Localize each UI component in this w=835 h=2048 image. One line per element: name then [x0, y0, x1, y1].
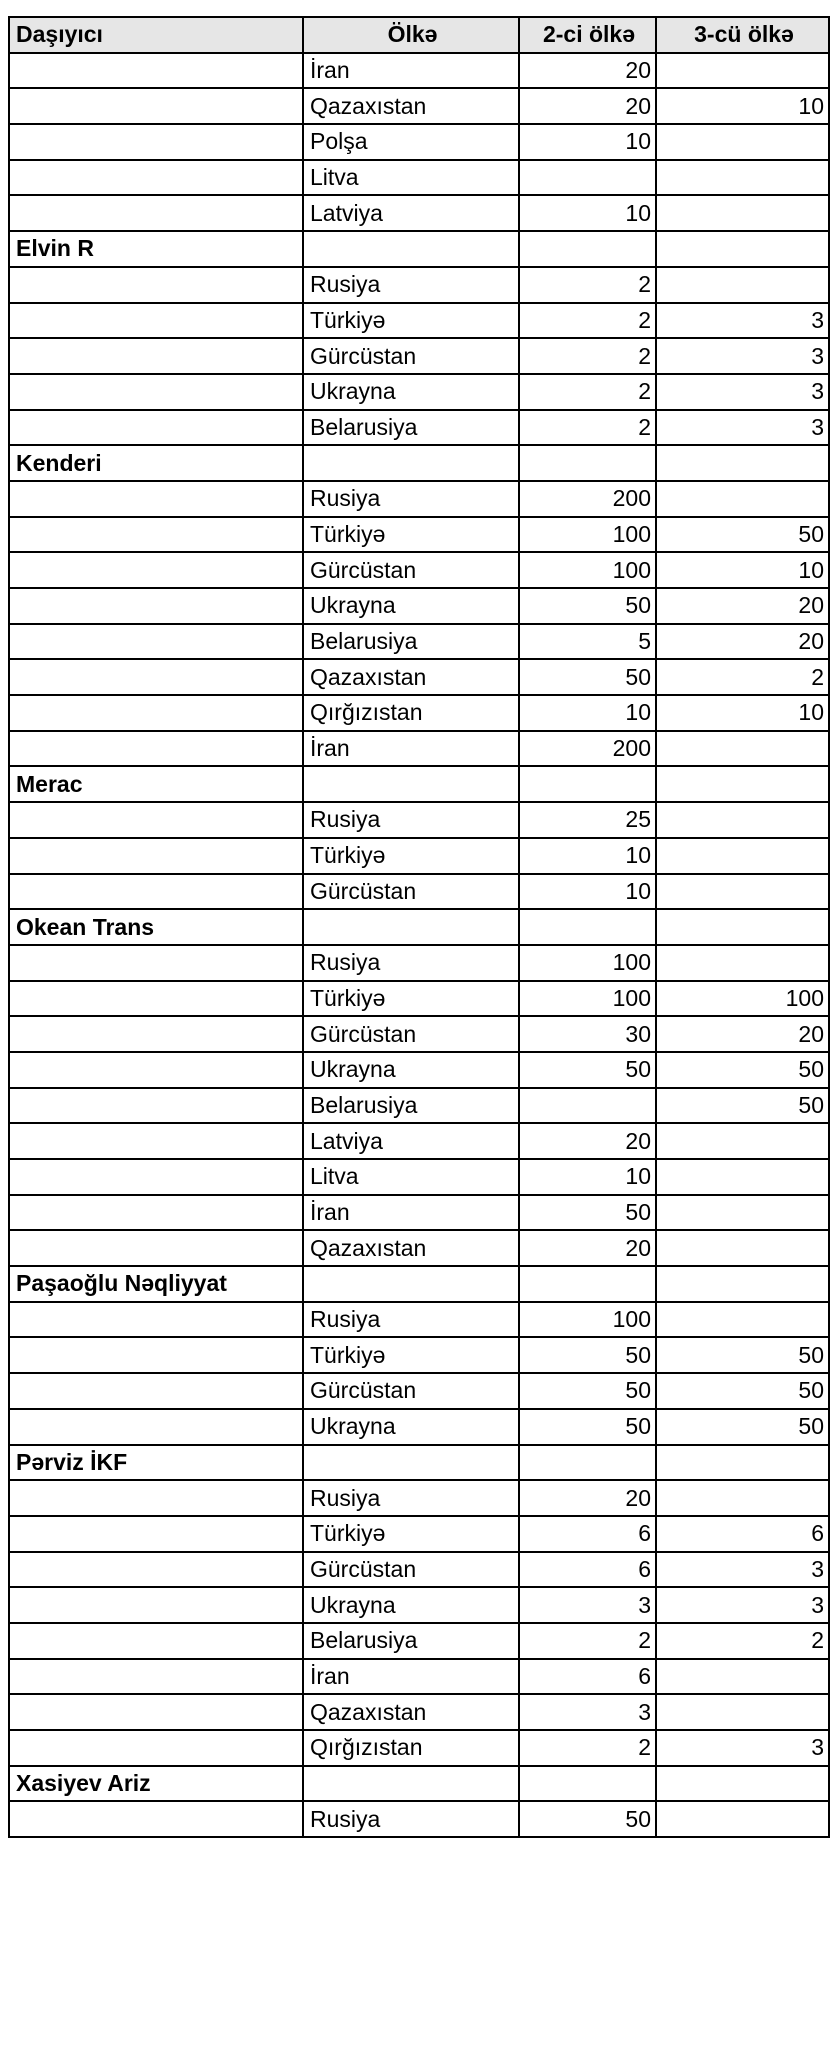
cell-carrier[interactable] — [9, 659, 303, 695]
table-row — [9, 1123, 829, 1159]
cell-third-country[interactable] — [656, 909, 829, 945]
table-row — [9, 1230, 829, 1266]
cell-carrier[interactable] — [9, 1302, 303, 1338]
cell-country[interactable] — [303, 909, 519, 945]
cell-second-country[interactable]: 2 — [519, 374, 656, 410]
cell-country[interactable]: Gürcüstan — [303, 1552, 519, 1588]
table-row — [9, 802, 829, 838]
cell-country[interactable] — [303, 1445, 519, 1481]
carrier-group-row — [9, 445, 829, 481]
cell-third-country[interactable] — [656, 1766, 829, 1802]
cell-third-country[interactable] — [656, 1694, 829, 1730]
cell-carrier[interactable] — [9, 481, 303, 517]
table-row — [9, 1195, 829, 1231]
table-row — [9, 1516, 829, 1552]
cell-third-country[interactable]: 2 — [656, 659, 829, 695]
cell-third-country[interactable] — [656, 1801, 829, 1837]
cell-carrier[interactable]: Kenderi — [9, 445, 303, 481]
table-row — [9, 838, 829, 874]
cell-third-country[interactable]: 20 — [656, 624, 829, 660]
cell-third-country[interactable] — [656, 874, 829, 910]
cell-country[interactable]: Qazaxıstan — [303, 659, 519, 695]
cell-second-country[interactable]: 3 — [519, 1694, 656, 1730]
cell-third-country[interactable] — [656, 802, 829, 838]
cell-second-country[interactable]: 200 — [519, 731, 656, 767]
cell-country[interactable]: İran — [303, 1195, 519, 1231]
cell-carrier[interactable] — [9, 267, 303, 303]
cell-carrier[interactable] — [9, 695, 303, 731]
cell-third-country[interactable] — [656, 267, 829, 303]
cell-second-country[interactable]: 50 — [519, 659, 656, 695]
cell-second-country[interactable]: 10 — [519, 195, 656, 231]
cell-third-country[interactable]: 3 — [656, 338, 829, 374]
cell-country[interactable]: Türkiyə — [303, 1337, 519, 1373]
cell-country[interactable]: Qırğızıstan — [303, 1730, 519, 1766]
cell-country[interactable] — [303, 1266, 519, 1302]
table-row — [9, 517, 829, 553]
cell-third-country[interactable] — [656, 731, 829, 767]
table-row — [9, 1409, 829, 1445]
cell-carrier[interactable] — [9, 124, 303, 160]
table-row — [9, 981, 829, 1017]
table-row — [9, 1659, 829, 1695]
cell-second-country[interactable] — [519, 445, 656, 481]
cell-third-country[interactable]: 50 — [656, 517, 829, 553]
cell-country[interactable]: Türkiyə — [303, 303, 519, 339]
cell-country[interactable]: Qazaxıstan — [303, 1230, 519, 1266]
cell-third-country[interactable]: 50 — [656, 1088, 829, 1124]
cell-country[interactable]: İran — [303, 731, 519, 767]
cell-third-country[interactable]: 3 — [656, 1730, 829, 1766]
cell-country[interactable]: Rusiya — [303, 267, 519, 303]
cell-second-country[interactable]: 5 — [519, 624, 656, 660]
cell-country[interactable]: Belarusiya — [303, 624, 519, 660]
table-row — [9, 1801, 829, 1837]
table-row — [9, 1088, 829, 1124]
cell-second-country[interactable]: 10 — [519, 1159, 656, 1195]
cell-second-country[interactable]: 20 — [519, 88, 656, 124]
cell-carrier[interactable] — [9, 731, 303, 767]
cell-second-country[interactable]: 3 — [519, 1587, 656, 1623]
cell-second-country[interactable]: 100 — [519, 981, 656, 1017]
cell-country[interactable]: Qazaxıstan — [303, 1694, 519, 1730]
cell-carrier[interactable]: Elvin R — [9, 231, 303, 267]
cell-carrier[interactable] — [9, 624, 303, 660]
table-row — [9, 624, 829, 660]
carrier-group-row — [9, 231, 829, 267]
cell-carrier[interactable] — [9, 410, 303, 446]
table-row — [9, 481, 829, 517]
cell-country[interactable] — [303, 231, 519, 267]
cell-third-country[interactable]: 10 — [656, 552, 829, 588]
cell-third-country[interactable] — [656, 1159, 829, 1195]
cell-second-country[interactable]: 10 — [519, 124, 656, 160]
table-row — [9, 195, 829, 231]
table-row — [9, 945, 829, 981]
cell-second-country[interactable]: 20 — [519, 1123, 656, 1159]
cell-carrier[interactable] — [9, 1659, 303, 1695]
cell-third-country[interactable] — [656, 53, 829, 89]
cell-country[interactable]: Latviya — [303, 195, 519, 231]
cell-carrier[interactable] — [9, 1088, 303, 1124]
table-body — [9, 53, 829, 1837]
table-row — [9, 1016, 829, 1052]
cell-second-country[interactable]: 50 — [519, 588, 656, 624]
cell-third-country[interactable]: 50 — [656, 1052, 829, 1088]
cell-carrier[interactable] — [9, 517, 303, 553]
cell-second-country[interactable]: 6 — [519, 1659, 656, 1695]
cell-third-country[interactable]: 2 — [656, 1623, 829, 1659]
cell-third-country[interactable] — [656, 481, 829, 517]
carrier-group-row — [9, 909, 829, 945]
cell-third-country[interactable] — [656, 1659, 829, 1695]
cell-third-country[interactable]: 3 — [656, 1552, 829, 1588]
table-row — [9, 338, 829, 374]
cell-third-country[interactable]: 50 — [656, 1337, 829, 1373]
cell-third-country[interactable]: 20 — [656, 588, 829, 624]
cell-third-country[interactable] — [656, 1302, 829, 1338]
table-row — [9, 552, 829, 588]
cell-carrier[interactable] — [9, 1373, 303, 1409]
cell-third-country[interactable] — [656, 1445, 829, 1481]
cell-carrier[interactable] — [9, 874, 303, 910]
cell-third-country[interactable] — [656, 445, 829, 481]
cell-carrier[interactable] — [9, 1516, 303, 1552]
cell-country[interactable]: Türkiyə — [303, 838, 519, 874]
cell-second-country[interactable] — [519, 1088, 656, 1124]
cell-carrier[interactable] — [9, 1587, 303, 1623]
cell-carrier[interactable] — [9, 88, 303, 124]
cell-carrier[interactable]: Xasiyev Ariz — [9, 1766, 303, 1802]
cell-country[interactable]: İran — [303, 1659, 519, 1695]
table-row — [9, 1730, 829, 1766]
column-header-carrier[interactable]: Daşıyıcı — [9, 17, 303, 53]
cell-carrier[interactable] — [9, 1694, 303, 1730]
cell-second-country[interactable]: 200 — [519, 481, 656, 517]
cell-carrier[interactable] — [9, 1337, 303, 1373]
cell-carrier[interactable] — [9, 1123, 303, 1159]
cell-second-country[interactable]: 2 — [519, 267, 656, 303]
cell-third-country[interactable]: 100 — [656, 981, 829, 1017]
table-row — [9, 1552, 829, 1588]
cell-country[interactable]: Türkiyə — [303, 981, 519, 1017]
table-row — [9, 53, 829, 89]
cell-country[interactable]: Belarusiya — [303, 1623, 519, 1659]
cell-country[interactable]: Belarusiya — [303, 410, 519, 446]
cell-carrier[interactable] — [9, 981, 303, 1017]
cell-second-country[interactable] — [519, 1445, 656, 1481]
table-row — [9, 695, 829, 731]
cell-second-country[interactable]: 20 — [519, 53, 656, 89]
cell-second-country[interactable] — [519, 160, 656, 196]
cell-carrier[interactable]: Paşaoğlu Nəqliyyat — [9, 1266, 303, 1302]
table-row — [9, 303, 829, 339]
cell-country[interactable]: Ukrayna — [303, 374, 519, 410]
table-row — [9, 1052, 829, 1088]
cell-second-country[interactable] — [519, 1766, 656, 1802]
cell-country[interactable]: Qırğızıstan — [303, 695, 519, 731]
cell-carrier[interactable]: Pərviz İKF — [9, 1445, 303, 1481]
cell-country[interactable]: Ukrayna — [303, 1587, 519, 1623]
table-row — [9, 659, 829, 695]
cell-third-country[interactable] — [656, 160, 829, 196]
cell-carrier[interactable] — [9, 160, 303, 196]
cell-carrier[interactable] — [9, 838, 303, 874]
cell-third-country[interactable] — [656, 124, 829, 160]
table-row — [9, 410, 829, 446]
cell-third-country[interactable]: 3 — [656, 410, 829, 446]
cell-carrier[interactable] — [9, 195, 303, 231]
cell-carrier[interactable] — [9, 53, 303, 89]
cell-country[interactable] — [303, 766, 519, 802]
cell-second-country[interactable]: 6 — [519, 1516, 656, 1552]
table-row — [9, 588, 829, 624]
column-header-country[interactable]: Ölkə — [303, 17, 519, 53]
table-row — [9, 1480, 829, 1516]
cell-country[interactable]: Latviya — [303, 1123, 519, 1159]
cell-country[interactable]: Rusiya — [303, 1302, 519, 1338]
carrier-group-row — [9, 1766, 829, 1802]
cell-carrier[interactable] — [9, 1409, 303, 1445]
cell-carrier[interactable] — [9, 945, 303, 981]
cell-country[interactable]: Rusiya — [303, 945, 519, 981]
cell-country[interactable]: Ukrayna — [303, 1052, 519, 1088]
table-row — [9, 1623, 829, 1659]
cell-second-country[interactable]: 20 — [519, 1230, 656, 1266]
cell-country[interactable]: Ukrayna — [303, 588, 519, 624]
cell-carrier[interactable] — [9, 1480, 303, 1516]
cell-third-country[interactable] — [656, 1480, 829, 1516]
cell-third-country[interactable] — [656, 1230, 829, 1266]
cell-country[interactable] — [303, 445, 519, 481]
cell-second-country[interactable]: 2 — [519, 1730, 656, 1766]
cell-carrier[interactable]: Merac — [9, 766, 303, 802]
cell-carrier[interactable] — [9, 1052, 303, 1088]
cell-country[interactable]: Rusiya — [303, 1801, 519, 1837]
cell-second-country[interactable] — [519, 231, 656, 267]
cell-third-country[interactable] — [656, 1266, 829, 1302]
carrier-country-table — [8, 16, 830, 1838]
cell-country[interactable]: Gürcüstan — [303, 1373, 519, 1409]
cell-third-country[interactable] — [656, 1195, 829, 1231]
cell-second-country[interactable] — [519, 766, 656, 802]
cell-country[interactable]: Gürcüstan — [303, 338, 519, 374]
cell-carrier[interactable] — [9, 552, 303, 588]
cell-country[interactable]: Gürcüstan — [303, 552, 519, 588]
cell-second-country[interactable]: 10 — [519, 874, 656, 910]
cell-country[interactable]: Qazaxıstan — [303, 88, 519, 124]
cell-third-country[interactable] — [656, 838, 829, 874]
cell-second-country[interactable]: 50 — [519, 1195, 656, 1231]
cell-country[interactable]: Gürcüstan — [303, 1016, 519, 1052]
table-row — [9, 1373, 829, 1409]
cell-second-country[interactable]: 50 — [519, 1337, 656, 1373]
column-header-third-country[interactable]: 3-cü ölkə — [656, 17, 829, 53]
cell-country[interactable]: İran — [303, 53, 519, 89]
table-row — [9, 1337, 829, 1373]
cell-country[interactable]: Gürcüstan — [303, 874, 519, 910]
cell-carrier[interactable] — [9, 1159, 303, 1195]
cell-country[interactable]: Litva — [303, 160, 519, 196]
cell-carrier[interactable] — [9, 1230, 303, 1266]
cell-third-country[interactable]: 3 — [656, 303, 829, 339]
cell-country[interactable]: Rusiya — [303, 481, 519, 517]
cell-third-country[interactable]: 10 — [656, 88, 829, 124]
cell-second-country[interactable]: 2 — [519, 338, 656, 374]
cell-second-country[interactable]: 50 — [519, 1052, 656, 1088]
cell-country[interactable]: Belarusiya — [303, 1088, 519, 1124]
cell-third-country[interactable]: 3 — [656, 1587, 829, 1623]
cell-second-country[interactable]: 50 — [519, 1373, 656, 1409]
cell-third-country[interactable] — [656, 195, 829, 231]
carrier-group-row — [9, 1266, 829, 1302]
cell-carrier[interactable] — [9, 303, 303, 339]
table-row — [9, 124, 829, 160]
cell-second-country[interactable]: 25 — [519, 802, 656, 838]
cell-second-country[interactable]: 2 — [519, 1623, 656, 1659]
cell-carrier[interactable] — [9, 1552, 303, 1588]
cell-carrier[interactable] — [9, 1730, 303, 1766]
cell-country[interactable] — [303, 1766, 519, 1802]
cell-third-country[interactable]: 6 — [656, 1516, 829, 1552]
cell-third-country[interactable]: 50 — [656, 1373, 829, 1409]
cell-country[interactable]: Ukrayna — [303, 1409, 519, 1445]
cell-carrier[interactable] — [9, 1801, 303, 1837]
cell-second-country[interactable]: 30 — [519, 1016, 656, 1052]
column-header-second-country[interactable]: 2-ci ölkə — [519, 17, 656, 53]
cell-country[interactable]: Türkiyə — [303, 1516, 519, 1552]
cell-second-country[interactable]: 100 — [519, 517, 656, 553]
cell-carrier[interactable] — [9, 374, 303, 410]
table-row — [9, 1694, 829, 1730]
cell-third-country[interactable]: 10 — [656, 695, 829, 731]
cell-third-country[interactable] — [656, 766, 829, 802]
table-row — [9, 88, 829, 124]
cell-second-country[interactable] — [519, 909, 656, 945]
cell-third-country[interactable] — [656, 1123, 829, 1159]
cell-country[interactable]: Rusiya — [303, 1480, 519, 1516]
cell-second-country[interactable]: 100 — [519, 1302, 656, 1338]
carrier-group-row — [9, 766, 829, 802]
cell-second-country[interactable]: 2 — [519, 303, 656, 339]
cell-second-country[interactable] — [519, 1266, 656, 1302]
cell-second-country[interactable]: 10 — [519, 695, 656, 731]
cell-second-country[interactable]: 50 — [519, 1801, 656, 1837]
cell-second-country[interactable]: 100 — [519, 945, 656, 981]
cell-second-country[interactable]: 10 — [519, 838, 656, 874]
table-row — [9, 1302, 829, 1338]
cell-carrier[interactable] — [9, 1623, 303, 1659]
carrier-group-row — [9, 1445, 829, 1481]
cell-carrier[interactable] — [9, 1195, 303, 1231]
header-row — [9, 17, 829, 53]
cell-carrier[interactable] — [9, 338, 303, 374]
cell-third-country[interactable]: 20 — [656, 1016, 829, 1052]
cell-second-country[interactable]: 50 — [519, 1409, 656, 1445]
cell-carrier[interactable] — [9, 1016, 303, 1052]
table-row — [9, 160, 829, 196]
cell-third-country[interactable] — [656, 945, 829, 981]
cell-third-country[interactable]: 50 — [656, 1409, 829, 1445]
cell-third-country[interactable] — [656, 231, 829, 267]
cell-second-country[interactable]: 6 — [519, 1552, 656, 1588]
cell-second-country[interactable]: 100 — [519, 552, 656, 588]
cell-carrier[interactable] — [9, 588, 303, 624]
cell-carrier[interactable]: Okean Trans — [9, 909, 303, 945]
table-row — [9, 1587, 829, 1623]
cell-carrier[interactable] — [9, 802, 303, 838]
cell-country[interactable]: Türkiyə — [303, 517, 519, 553]
table-row — [9, 374, 829, 410]
table-row — [9, 267, 829, 303]
cell-country[interactable]: Rusiya — [303, 802, 519, 838]
table-row — [9, 1159, 829, 1195]
cell-country[interactable]: Polşa — [303, 124, 519, 160]
cell-third-country[interactable]: 3 — [656, 374, 829, 410]
table-header — [9, 17, 829, 53]
table-row — [9, 731, 829, 767]
cell-second-country[interactable]: 2 — [519, 410, 656, 446]
table-row — [9, 874, 829, 910]
cell-country[interactable]: Litva — [303, 1159, 519, 1195]
cell-second-country[interactable]: 20 — [519, 1480, 656, 1516]
